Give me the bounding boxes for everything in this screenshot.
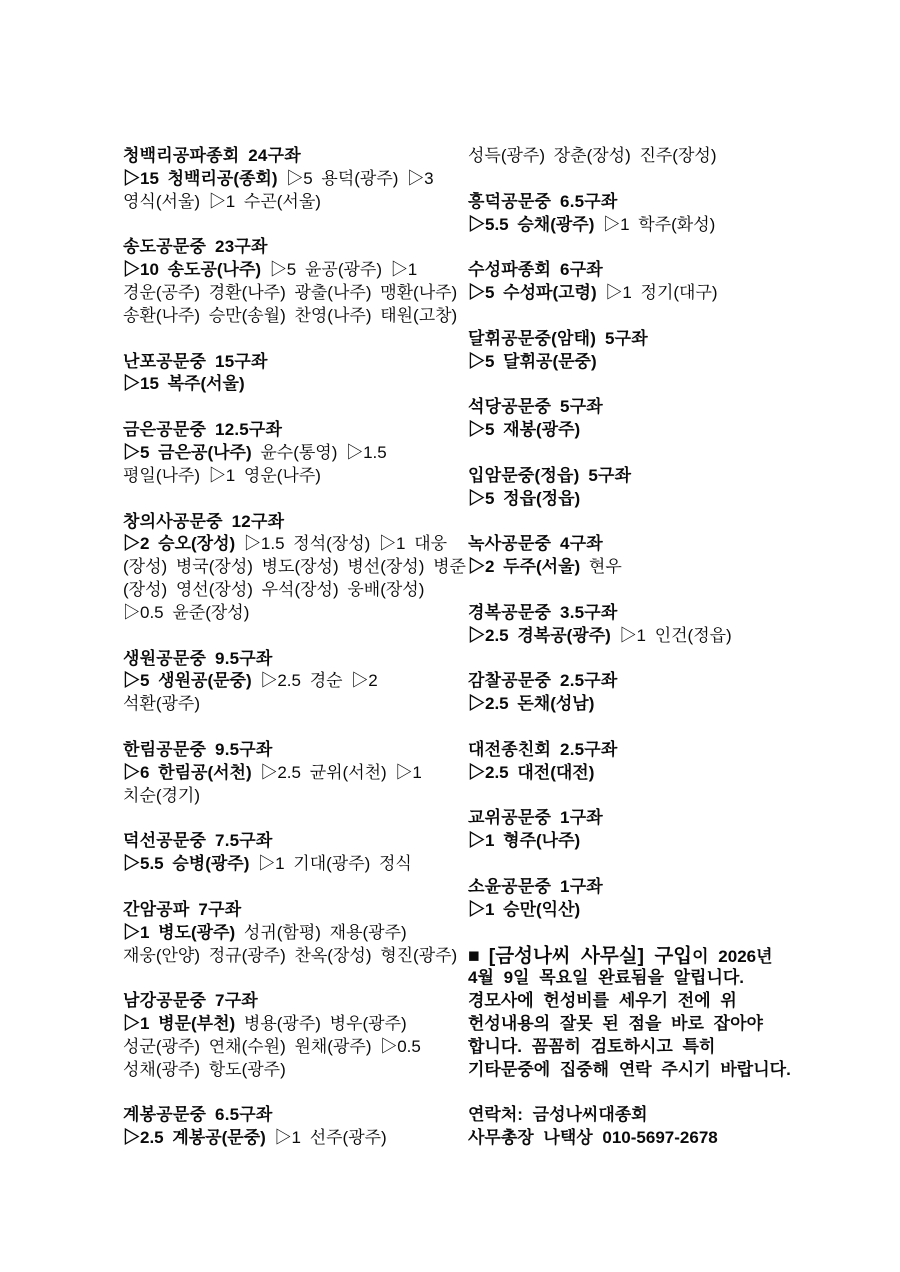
primary-donor: ▷2.5 대전(대전) <box>468 762 595 782</box>
section-title: 간암공파 7구좌 <box>123 899 242 919</box>
donor-line <box>123 1013 468 1036</box>
donor-line <box>123 693 468 716</box>
primary-donor: ▷1 승만(익산) <box>468 899 581 919</box>
primary-donor: ▷2 두주(서울) <box>468 557 581 577</box>
section-title: 교위공문중 1구좌 <box>468 808 603 828</box>
donor-line <box>123 259 468 282</box>
clan-section <box>123 899 468 968</box>
donor-names: ▷1 정기(대구) <box>596 283 718 303</box>
donor-names: 성득(광주) 장춘(장성) 진주(장성) <box>468 146 717 165</box>
primary-donor: ▷5 수성파(고령) <box>468 283 597 303</box>
donor-names: ▷1.5 정석(장성) ▷1 대웅 <box>235 534 448 554</box>
donor-line <box>468 419 813 442</box>
left-sections <box>123 145 468 1150</box>
clan-section <box>123 648 468 717</box>
primary-donor: ▷2 승오(장성) <box>123 534 236 554</box>
donor-line <box>123 785 468 808</box>
notice-line: 헌성내용의 잘못 된 점을 바로 잡아야 <box>468 1014 763 1034</box>
donor-line <box>123 556 468 579</box>
primary-donor: ▷5 재봉(광주) <box>468 420 581 440</box>
donor-names: 성채(광주) 항도(광주) <box>123 1059 286 1079</box>
section-title: 대전종친회 2.5구좌 <box>468 739 618 759</box>
clan-section <box>468 259 813 305</box>
notice-heading-suffix: 이 2026년 <box>692 946 773 966</box>
office-notice <box>468 945 813 1151</box>
donor-line <box>468 214 813 237</box>
donor-line <box>123 853 468 876</box>
clan-section <box>468 602 813 648</box>
section-title: 창의사공문중 12구좌 <box>123 511 285 531</box>
donor-line <box>468 830 813 853</box>
section-title: 입암문중(정읍) 5구좌 <box>468 465 632 485</box>
primary-donor: ▷15 복주(서울) <box>123 374 245 394</box>
donor-line <box>123 945 468 968</box>
donor-line <box>123 670 468 693</box>
clan-section <box>468 533 813 579</box>
donor-names: ▷1 기대(광주) 정식 <box>249 854 412 874</box>
donor-line <box>123 1127 468 1150</box>
right-sections <box>468 145 813 922</box>
donor-names: ▷5 윤공(광주) ▷1 <box>261 260 418 280</box>
section-title: 청백리공파종회 24구좌 <box>123 146 301 165</box>
notice-line: 경모사에 헌성비를 세우기 전에 위 <box>468 991 737 1011</box>
donor-line <box>123 191 468 214</box>
donor-names: ▷2.5 균위(서천) ▷1 <box>251 762 422 782</box>
primary-donor: ▷2.5 계봉공(문중) <box>123 1128 266 1148</box>
clan-section <box>468 145 813 168</box>
section-title: 생원공문중 9.5구좌 <box>123 648 273 668</box>
donor-line <box>468 145 813 168</box>
donor-names: 성군(광주) 연채(수원) 원채(광주) ▷0.5 <box>123 1036 421 1056</box>
primary-donor: ▷5 달휘공(문중) <box>468 351 597 371</box>
notice-spacer <box>468 1082 813 1105</box>
donor-names: ▷1 인건(정읍) <box>610 625 732 645</box>
section-title: 녹사공문중 4구좌 <box>468 534 603 554</box>
section-title: 소윤공문중 1구좌 <box>468 877 603 896</box>
contact-phone-line: 사무총장 나택상 010-5697-2678 <box>468 1128 718 1148</box>
section-title: 계봉공문중 6.5구좌 <box>123 1105 273 1125</box>
notice-line: 합니다. 꼼꼼히 검토하시고 특히 <box>468 1036 716 1056</box>
section-title: 송도공문중 23구좌 <box>123 237 268 257</box>
donor-names: 성귀(함평) 재용(광주) <box>235 922 407 942</box>
clan-section <box>123 419 468 488</box>
donor-names: 영식(서울) ▷1 수곤(서울) <box>123 191 321 211</box>
donor-names: (장성) 병국(장성) 병도(장성) 병선(장성) 병준 <box>123 557 466 577</box>
black-square-bullet: ■ <box>468 944 480 967</box>
notice-line: 기타문중에 집중해 연락 주시기 바랍니다. <box>468 1059 791 1079</box>
donor-line <box>123 305 468 328</box>
primary-donor: ▷2.5 경복공(광주) <box>468 625 611 645</box>
clan-section <box>123 351 468 397</box>
clan-section <box>468 465 813 511</box>
section-title: 흥덕공문중 6.5구좌 <box>468 191 618 211</box>
donor-names: 송환(나주) 승만(송월) 찬영(나주) 태원(고창) <box>123 305 458 325</box>
clan-section <box>468 191 813 237</box>
section-title: 수성파종회 6구좌 <box>468 260 603 280</box>
section-title: 석당공문중 5구좌 <box>468 397 603 417</box>
donor-line <box>468 556 813 579</box>
donor-names: 경운(공주) 경환(나주) 광출(나주) 맹환(나주) <box>123 283 458 303</box>
clan-section <box>468 876 813 922</box>
primary-donor: ▷5 정읍(정읍) <box>468 488 581 508</box>
section-title: 덕선공문중 7.5구좌 <box>123 831 273 851</box>
donor-names: 윤수(통영) ▷1.5 <box>251 442 387 462</box>
notice-heading-line <box>468 945 813 968</box>
clan-section <box>468 739 813 785</box>
donor-line <box>468 282 813 305</box>
clan-section <box>123 145 468 214</box>
primary-donor: ▷1 병문(부천) <box>123 1014 236 1034</box>
donor-line <box>123 579 468 602</box>
contact-org-line: 연락처: 금성나씨대종회 <box>468 1105 648 1125</box>
donor-line <box>468 625 813 648</box>
clan-section <box>123 511 468 625</box>
primary-donor: ▷10 송도공(나주) <box>123 260 262 280</box>
donor-names: 재웅(안양) 정규(광주) 찬옥(장성) 형진(광주) <box>123 945 458 965</box>
clan-section <box>468 670 813 716</box>
clan-section <box>123 990 468 1081</box>
donor-line <box>468 762 813 785</box>
primary-donor: ▷15 청백리공(종회) <box>123 168 278 188</box>
donor-line <box>123 1036 468 1059</box>
donor-names: 평일(나주) ▷1 영운(나주) <box>123 465 321 485</box>
primary-donor: ▷2.5 돈채(성남) <box>468 694 595 714</box>
donor-line <box>468 351 813 374</box>
primary-donor: ▷1 형주(나주) <box>468 831 581 851</box>
notice-line: 4월 9일 목요일 완료됨을 알립니다. <box>468 968 745 988</box>
primary-donor: ▷5.5 승채(광주) <box>468 214 595 234</box>
donor-line <box>468 899 813 922</box>
donor-line <box>123 533 468 556</box>
primary-donor: ▷5.5 승병(광주) <box>123 854 250 874</box>
donor-line <box>123 442 468 465</box>
primary-donor: ▷6 한림공(서천) <box>123 762 252 782</box>
donor-names: ▷2.5 경순 ▷2 <box>251 671 378 691</box>
clan-section <box>468 328 813 374</box>
donor-names: 치순(경기) <box>123 785 201 805</box>
donor-names: (장성) 영선(장성) 우석(장성) 웅배(장성) <box>123 580 425 600</box>
clan-section <box>123 236 468 327</box>
primary-donor: ▷5 금은공(나주) <box>123 442 252 462</box>
section-title: 남강공문중 7구좌 <box>123 991 258 1011</box>
clan-section <box>468 807 813 853</box>
donor-line <box>123 602 468 625</box>
section-title: 난포공문중 15구좌 <box>123 351 268 371</box>
donor-names: ▷0.5 윤준(장성) <box>123 602 250 622</box>
section-title: 한림공문중 9.5구좌 <box>123 739 273 759</box>
primary-donor: ▷5 생원공(문중) <box>123 671 252 691</box>
donor-names: ▷1 선주(광주) <box>265 1128 387 1148</box>
primary-donor: ▷1 병도(광주) <box>123 922 236 942</box>
notice-heading: [금성나씨 사무실] 구입 <box>488 944 693 967</box>
clan-section <box>123 830 468 876</box>
section-title: 경복공문중 3.5구좌 <box>468 602 618 622</box>
section-title: 감찰공문중 2.5구좌 <box>468 671 618 691</box>
donor-line <box>468 488 813 511</box>
donor-line <box>123 465 468 488</box>
section-title: 금은공문중 12.5구좌 <box>123 420 283 440</box>
donor-line <box>123 762 468 785</box>
clan-section <box>123 1104 468 1150</box>
donor-names: ▷1 학주(화성) <box>594 214 716 234</box>
clan-section <box>123 739 468 808</box>
donor-line <box>123 168 468 191</box>
clan-section <box>468 396 813 442</box>
donor-line <box>123 1059 468 1082</box>
section-title: 달휘공문중(암태) 5구좌 <box>468 328 648 348</box>
donor-names: 현우 <box>580 557 622 577</box>
donor-line <box>123 282 468 305</box>
donor-line <box>123 922 468 945</box>
donor-line <box>468 693 813 716</box>
left-column <box>123 145 468 1173</box>
donor-line <box>123 373 468 396</box>
right-column <box>468 145 813 1150</box>
donor-names: 석환(광주) <box>123 694 201 714</box>
donor-names: 병용(광주) 병우(광주) <box>235 1014 407 1034</box>
donor-names: ▷5 용덕(광주) ▷3 <box>277 168 434 188</box>
